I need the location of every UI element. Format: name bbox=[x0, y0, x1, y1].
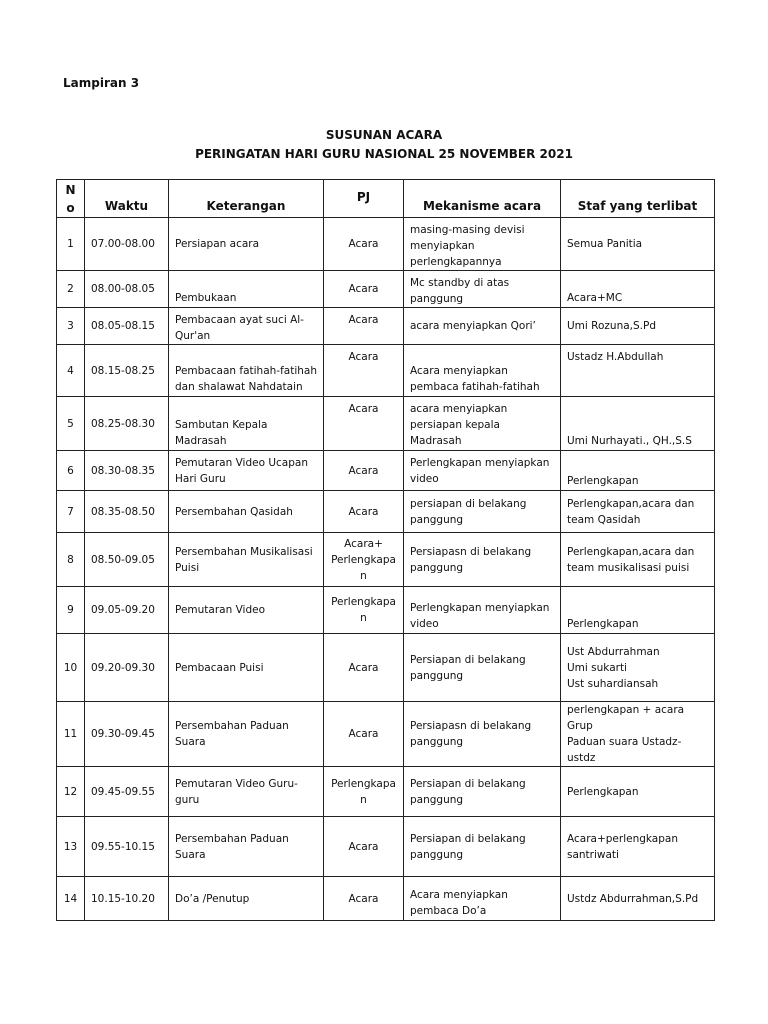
cell-mekanisme bbox=[404, 587, 561, 634]
cell-waktu-text: 08.35-08.50 bbox=[91, 505, 155, 518]
cell-no bbox=[57, 533, 85, 587]
cell-pj bbox=[324, 533, 404, 587]
cell-keterangan bbox=[169, 218, 324, 271]
cell-waktu bbox=[85, 451, 169, 491]
cell-pj bbox=[324, 345, 404, 397]
cell-staf-text: Perlengkapan bbox=[567, 785, 639, 798]
cell-pj-text: Perlengkapa n bbox=[331, 596, 396, 624]
cell-mekanisme bbox=[404, 533, 561, 587]
cell-keterangan bbox=[169, 308, 324, 345]
cell-pj-text: Acara bbox=[348, 403, 379, 415]
cell-mekanisme-text: Acara menyiapkan pembaca Do’a bbox=[410, 889, 508, 917]
cell-pj-text: Acara bbox=[348, 464, 379, 477]
cell-no-text: 3 bbox=[67, 320, 74, 332]
cell-mekanisme bbox=[404, 308, 561, 345]
cell-staf bbox=[561, 587, 715, 634]
cell-waktu bbox=[85, 271, 169, 308]
cell-no-text: 12 bbox=[63, 785, 78, 798]
cell-pj bbox=[324, 271, 404, 308]
cell-mekanisme-text: Persiapan di belakang panggung bbox=[410, 832, 526, 861]
document-title: SUSUNAN ACARA bbox=[325, 128, 443, 142]
cell-keterangan-text: Pembacaan Puisi bbox=[175, 661, 264, 674]
cell-mekanisme bbox=[404, 634, 561, 702]
cell-mekanisme-text: Mc standby di atas panggung bbox=[410, 277, 510, 305]
cell-waktu bbox=[85, 587, 169, 634]
cell-no bbox=[57, 218, 85, 271]
cell-waktu-text: 09.30-09.45 bbox=[91, 728, 155, 740]
cell-staf-text: Semua Panitia bbox=[567, 238, 643, 250]
table-row bbox=[57, 767, 715, 817]
cell-waktu bbox=[85, 817, 169, 877]
cell-mekanisme bbox=[404, 345, 561, 397]
header-mekanisme: Mekanisme acara bbox=[404, 180, 561, 218]
cell-waktu-text: 09.55-10.15 bbox=[91, 840, 155, 853]
cell-pj bbox=[324, 218, 404, 271]
cell-mekanisme-text: Perlengkapan menyiapkan video bbox=[410, 602, 550, 630]
cell-waktu-text: 10.15-10.20 bbox=[91, 892, 155, 905]
cell-waktu-text: 08.30-08.35 bbox=[91, 464, 155, 477]
table-row bbox=[57, 634, 715, 702]
cell-keterangan-text: Persiapan acara bbox=[175, 238, 260, 250]
cell-pj-text: Acara bbox=[348, 283, 379, 295]
cell-staf bbox=[561, 533, 715, 587]
cell-staf bbox=[561, 397, 715, 451]
cell-pj-text: Acara+ Perlengkapa n bbox=[331, 537, 396, 582]
table-row bbox=[57, 817, 715, 877]
table-row bbox=[57, 533, 715, 587]
table-row bbox=[57, 877, 715, 921]
cell-waktu-text: 08.50-09.05 bbox=[91, 553, 155, 566]
cell-waktu bbox=[85, 308, 169, 345]
cell-pj bbox=[324, 451, 404, 491]
cell-staf-text: Perlengkapan bbox=[567, 618, 639, 630]
cell-no bbox=[57, 491, 85, 533]
cell-waktu bbox=[85, 345, 169, 397]
cell-waktu bbox=[85, 218, 169, 271]
cell-keterangan bbox=[169, 702, 324, 767]
cell-staf bbox=[561, 634, 715, 702]
cell-keterangan-text: Pemutaran Video Ucapan Hari Guru bbox=[175, 456, 308, 485]
cell-no-text: 9 bbox=[67, 604, 74, 616]
cell-waktu bbox=[85, 702, 169, 767]
table-row bbox=[57, 451, 715, 491]
cell-no bbox=[57, 451, 85, 491]
cell-pj-text: Perlengkapa n bbox=[331, 777, 396, 806]
cell-staf-text: perlengkapan + acara Grup Paduan suara Ustadz-ustdz bbox=[567, 704, 685, 764]
cell-no bbox=[57, 767, 85, 817]
cell-keterangan bbox=[169, 533, 324, 587]
cell-no-text: 10 bbox=[63, 661, 78, 674]
cell-waktu-text: 08.15-08.25 bbox=[91, 364, 155, 377]
cell-waktu bbox=[85, 533, 169, 587]
cell-pj bbox=[324, 817, 404, 877]
cell-staf bbox=[561, 271, 715, 308]
cell-mekanisme-text: acara menyiapkan Qori’ bbox=[410, 320, 536, 332]
cell-keterangan bbox=[169, 767, 324, 817]
cell-mekanisme-text: masing-masing devisi menyiapkan perlengkapannya bbox=[410, 224, 525, 268]
table-row bbox=[57, 308, 715, 345]
cell-waktu bbox=[85, 877, 169, 921]
cell-keterangan-text: Persembahan Qasidah bbox=[175, 505, 293, 518]
cell-mekanisme bbox=[404, 218, 561, 271]
cell-waktu bbox=[85, 634, 169, 702]
cell-no bbox=[57, 397, 85, 451]
cell-keterangan bbox=[169, 877, 324, 921]
cell-mekanisme-text: Perlengkapan menyiapkan video bbox=[410, 456, 550, 485]
cell-keterangan-text: Pemutaran Video bbox=[175, 604, 266, 616]
cell-pj-text: Acara bbox=[348, 505, 379, 518]
cell-pj-text: Acara bbox=[348, 238, 379, 250]
table-header-row bbox=[57, 180, 715, 218]
cell-no bbox=[57, 587, 85, 634]
cell-no-text: 5 bbox=[67, 417, 74, 430]
cell-mekanisme bbox=[404, 702, 561, 767]
cell-no-text: 13 bbox=[63, 840, 78, 853]
table-row bbox=[57, 491, 715, 533]
cell-staf-text: Umi Nurhayati., QH.,S.S bbox=[567, 435, 692, 447]
cell-no bbox=[57, 271, 85, 308]
cell-waktu-text: 08.05-08.15 bbox=[91, 320, 155, 332]
cell-staf-text: Ustadz H.Abdullah bbox=[567, 351, 664, 363]
cell-staf bbox=[561, 308, 715, 345]
cell-no-text: 1 bbox=[67, 238, 74, 250]
cell-no-text: 6 bbox=[67, 464, 74, 477]
cell-mekanisme-text: acara menyiapkan persiapan kepala Madrasah bbox=[410, 403, 508, 447]
cell-keterangan bbox=[169, 491, 324, 533]
cell-pj bbox=[324, 767, 404, 817]
cell-waktu bbox=[85, 491, 169, 533]
cell-staf-text: Ust Abdurrahman Umi sukarti Ust suhardiansah bbox=[567, 645, 660, 690]
cell-staf-text: Umi Rozuna,S.Pd bbox=[567, 320, 657, 332]
cell-waktu bbox=[85, 767, 169, 817]
cell-staf-text: Ustdz Abdurrahman,S.Pd bbox=[567, 892, 699, 905]
cell-staf-text: Acara+MC bbox=[567, 292, 623, 304]
cell-pj bbox=[324, 308, 404, 345]
cell-mekanisme bbox=[404, 491, 561, 533]
table-row bbox=[57, 702, 715, 767]
cell-no bbox=[57, 702, 85, 767]
table-row bbox=[57, 587, 715, 634]
cell-keterangan bbox=[169, 271, 324, 308]
table-row bbox=[57, 397, 715, 451]
cell-mekanisme-text: Persiapasn di belakang panggung bbox=[410, 545, 532, 574]
cell-waktu-text: 08.00-08.05 bbox=[91, 283, 155, 295]
cell-waktu-text: 09.05-09.20 bbox=[91, 604, 155, 616]
cell-keterangan-text: Persembahan Musikalisasi Puisi bbox=[175, 545, 313, 574]
cell-pj bbox=[324, 702, 404, 767]
cell-no-text: 4 bbox=[67, 364, 74, 377]
cell-no bbox=[57, 634, 85, 702]
cell-keterangan bbox=[169, 451, 324, 491]
cell-waktu-text: 09.45-09.55 bbox=[91, 785, 155, 798]
cell-keterangan bbox=[169, 634, 324, 702]
attachment-label: Lampiran 3 bbox=[63, 76, 140, 90]
cell-staf-text: Perlengkapan,acara dan team Qasidah bbox=[567, 497, 695, 526]
cell-pj-text: Acara bbox=[348, 314, 379, 326]
cell-keterangan-text: Pembacaan fatihah-fatihah dan shalawat Nahdatain bbox=[175, 365, 317, 393]
cell-mekanisme bbox=[404, 451, 561, 491]
cell-keterangan-text: Sambutan Kepala Madrasah bbox=[175, 419, 268, 447]
table-row bbox=[57, 218, 715, 271]
header-pj: PJ bbox=[324, 180, 404, 218]
cell-pj bbox=[324, 397, 404, 451]
cell-staf-text: Perlengkapan,acara dan team musikalisasi puisi bbox=[567, 545, 695, 574]
cell-waktu-text: 09.20-09.30 bbox=[91, 661, 155, 674]
cell-keterangan bbox=[169, 587, 324, 634]
cell-keterangan-text: Pembukaan bbox=[175, 292, 237, 304]
cell-mekanisme-text: Persiapan di belakang panggung bbox=[410, 653, 526, 682]
cell-pj-text: Acara bbox=[348, 840, 379, 853]
cell-pj bbox=[324, 587, 404, 634]
cell-mekanisme-text: Persiapan di belakang panggung bbox=[410, 777, 526, 806]
cell-keterangan-text: Persembahan Paduan Suara bbox=[175, 832, 289, 861]
cell-staf bbox=[561, 702, 715, 767]
cell-mekanisme bbox=[404, 271, 561, 308]
cell-no bbox=[57, 817, 85, 877]
cell-no bbox=[57, 345, 85, 397]
cell-staf bbox=[561, 345, 715, 397]
cell-waktu bbox=[85, 397, 169, 451]
cell-keterangan bbox=[169, 397, 324, 451]
table-row bbox=[57, 345, 715, 397]
cell-keterangan-text: Do’a /Penutup bbox=[175, 892, 250, 905]
cell-mekanisme bbox=[404, 817, 561, 877]
cell-staf-text: Acara+perlengkapan santriwati bbox=[567, 832, 678, 861]
cell-staf bbox=[561, 218, 715, 271]
cell-no bbox=[57, 308, 85, 345]
cell-pj bbox=[324, 634, 404, 702]
schedule-table bbox=[56, 179, 715, 921]
document-subtitle: PERINGATAN HARI GURU NASIONAL 25 NOVEMBER 2021 bbox=[195, 147, 573, 161]
cell-keterangan-text: Pemutaran Video Guru- guru bbox=[175, 777, 298, 806]
cell-pj-text: Acara bbox=[348, 892, 379, 905]
cell-mekanisme bbox=[404, 767, 561, 817]
cell-keterangan bbox=[169, 817, 324, 877]
cell-staf bbox=[561, 817, 715, 877]
cell-staf bbox=[561, 491, 715, 533]
cell-keterangan-text: Pembacaan ayat suci Al- Qur'an bbox=[175, 314, 304, 342]
cell-keterangan-text: Persembahan Paduan Suara bbox=[175, 720, 289, 748]
cell-waktu-text: 07.00-08.00 bbox=[91, 238, 155, 250]
cell-mekanisme-text: Acara menyiapkan pembaca fatihah-fatihah bbox=[410, 365, 540, 393]
cell-mekanisme bbox=[404, 397, 561, 451]
cell-no bbox=[57, 877, 85, 921]
header-no: N o bbox=[57, 180, 85, 218]
cell-no-text: 2 bbox=[67, 283, 74, 295]
cell-pj-text: Acara bbox=[348, 661, 379, 674]
table-row bbox=[57, 271, 715, 308]
header-keterangan: Keterangan bbox=[169, 180, 324, 218]
cell-mekanisme-text: persiapan di belakang panggung bbox=[410, 497, 527, 526]
cell-mekanisme bbox=[404, 877, 561, 921]
cell-staf-text: Perlengkapan bbox=[567, 475, 639, 487]
cell-waktu-text: 08.25-08.30 bbox=[91, 417, 155, 430]
cell-no-text: 8 bbox=[67, 553, 74, 566]
cell-staf bbox=[561, 767, 715, 817]
cell-staf bbox=[561, 451, 715, 491]
cell-no-text: 7 bbox=[67, 505, 74, 518]
cell-pj bbox=[324, 877, 404, 921]
cell-pj-text: Acara bbox=[348, 351, 379, 363]
cell-mekanisme-text: Persiapasn di belakang panggung bbox=[410, 720, 532, 748]
cell-keterangan bbox=[169, 345, 324, 397]
header-staf: Staf yang terlibat bbox=[561, 180, 715, 218]
cell-no-text: 11 bbox=[63, 728, 78, 740]
header-waktu: Waktu bbox=[85, 180, 169, 218]
cell-staf bbox=[561, 877, 715, 921]
cell-no-text: 14 bbox=[63, 892, 78, 905]
cell-pj-text: Acara bbox=[348, 728, 379, 740]
cell-pj bbox=[324, 491, 404, 533]
